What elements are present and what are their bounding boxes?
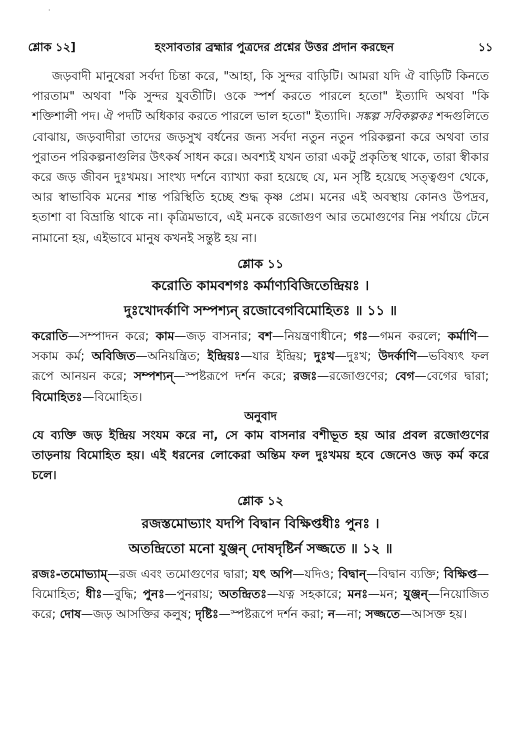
word-meaning-definition: —স্পষ্টরূপে দর্শন করা; — [218, 607, 328, 622]
word-meaning-term: বিমোহিতঃ — [32, 389, 83, 404]
verse-12-line-2: অতন্দ্রিতো মনো যুঞ্জন্ দোষদৃষ্টির্ন সজ্জতে ॥ ১২ ॥ — [128, 540, 393, 557]
word-meaning-definition: —নিয়োজিত করে; — [32, 586, 489, 622]
verse-11-line-2: দুঃখোদর্কাণি সম্পশ্যন্ রজোবেগবিমোহিতঃ ॥ ১১ ॥ — [124, 303, 397, 320]
word-meaning-entry — [195, 607, 328, 621]
word-meaning-term: দৃষ্টিঃ — [195, 607, 219, 622]
word-meaning-term: রজঃ — [293, 369, 318, 384]
word-meaning-entry — [156, 329, 259, 343]
word-meaning-term: ইন্দ্রিয়ঃ — [207, 349, 241, 364]
word-meaning-term: অতন্দ্রিতঃ — [218, 586, 267, 601]
word-meaning-entry — [354, 329, 448, 343]
word-meaning-definition: —না; — [335, 607, 366, 622]
purport-paragraph — [32, 66, 489, 248]
word-meaning-definition: —জড় আসক্তির কলুষ; — [80, 607, 196, 622]
header-title: হংসাবতার ব্রহ্মার পুত্রদের প্রশ্নের উত্তর প্রদান করছেন — [154, 39, 394, 54]
word-meaning-definition: —যদিও; — [292, 566, 339, 581]
word-meaning-definition: —অনিয়ন্ত্রিত; — [135, 349, 208, 364]
word-meaning-definition: —গমন করলে; — [367, 329, 448, 344]
word-meaning-term: বিদ্বান্ — [338, 566, 367, 581]
word-meaning-definition: —বেগের দ্বারা; — [414, 369, 489, 384]
word-meaning-term: বিক্ষিপ্ত — [443, 566, 478, 581]
word-meaning-entry — [86, 587, 143, 601]
word-meaning-definition: —রজোগুণের; — [317, 369, 396, 384]
word-meaning-definition: —যার ইন্দ্রিয়; — [240, 349, 315, 364]
header-verse-ref: শ্লোক ১২] — [28, 39, 76, 54]
word-meaning-term: অবিজিত — [91, 349, 136, 364]
word-meaning-entry — [143, 587, 219, 601]
word-meaning-entry — [32, 390, 142, 404]
word-meaning-term: ন — [327, 607, 336, 622]
word-meaning-term: উদর্কাণি — [378, 349, 417, 364]
scan-mark: · — [48, 6, 51, 15]
word-meaning-entry — [219, 587, 348, 601]
page-number: ১১ — [478, 39, 493, 54]
purport-text-2: শব্দগুলিতে বোঝায়, জড়বাদীরা তাদের জড়সুখ বর্ধনের জন্য সর্বদা নতুন নতুন পরিকল্পনা করে অথবা তার পুরাতন পরিকল্পনাগুলির উৎকর্ষ সাধন করে। অবশ্যই যখন তারা একটু প্রকৃতিস্থ থাকে, তারা স্বীকার করে জড় জীবন দুঃখময়। সাংখ্য দর্শনে ব্যাখ্যা করা হয়েছে যে, মন সৃষ্টি হয়েছে সত্ত্বগুণ থেকে, আর স্বাভাবিক মনের শান্ত পরিস্থিতি হচ্ছে শুদ্ধ কৃষ্ণ প্রেম। মনের এই অবস্থায় কোনও উপদ্রব, হতাশা বা বিভ্রান্তি থাকে না। কৃত্রিমভাবে, এই মনকে রজোগুণ আর তমোগুণের নিম্ন পর্যায়ে টেনে নামানো হয়, এইভাবে মানুষ কখনই সন্তুষ্ট হয় না। — [32, 109, 489, 245]
word-meaning-term: রজঃ-তমোভ্যাম্ — [32, 566, 108, 581]
word-meaning-entry — [207, 349, 314, 363]
word-meaning-entry — [328, 607, 366, 621]
word-meaning-entry — [338, 567, 444, 581]
verse-11-translation: যে ব্যক্তি জড় ইন্দ্রিয় সংযম করে না, সে কাম বাসনার বশীভূত হয় আর প্রবল রজোগুণের তাড়নায় বিমোহিত হয়। এই ধরনের লোকেরা অন্তিম ফল দুঃখময় হবে জেনেও জড় কর্ম করে চলে। — [32, 427, 489, 483]
word-meaning-term: দোষ — [59, 607, 81, 622]
word-meaning-definition: —সকাম কর্ম; — [32, 329, 489, 364]
word-meaning-term: বশ — [258, 329, 273, 344]
word-meaning-term: সম্পশ্যন্ — [133, 369, 174, 384]
purport-italic-term: সঙ্কল্প সবিকল্পকঃ — [355, 109, 433, 124]
word-meaning-definition: —সম্পাদন করে; — [67, 329, 156, 344]
page-content — [32, 66, 489, 624]
word-meaning-entry — [32, 329, 156, 343]
word-meaning-term: দুঃখ — [314, 349, 335, 364]
word-meaning-entry — [293, 369, 395, 383]
word-meaning-entry — [253, 567, 339, 581]
word-meaning-term: করোতি — [32, 329, 68, 344]
word-meaning-entry — [92, 349, 208, 363]
word-meaning-definition: —জড় বাসনার; — [174, 329, 259, 344]
word-meaning-term: সজ্জতে — [365, 607, 400, 622]
word-meaning-definition: —বিমোহিত। — [82, 389, 143, 404]
verse-12-line-1: রজস্তমোভ্যাং যদপি বিদ্বান বিক্ষিপ্তধীঃ পুনঃ । — [141, 515, 380, 532]
verse-11-line-1: করোতি কামবশগঃ কর্মাণ্যবিজিতেন্দ্রিয়ঃ । — [151, 278, 370, 295]
word-meaning-term: কাম — [155, 329, 175, 344]
word-meaning-definition: —পুনরায়; — [164, 586, 219, 601]
word-meaning-definition: —নিয়ন্ত্রণাধীনে; — [272, 329, 354, 344]
running-header — [28, 38, 493, 58]
word-meaning-term: মনঃ — [347, 586, 368, 601]
word-meaning-definition: —রজ এবং তমোগুণের দ্বারা; — [107, 566, 253, 581]
word-meaning-definition: —বুদ্ধি; — [102, 586, 143, 601]
word-meaning-definition: —মন; — [367, 586, 404, 601]
word-meaning-term: যুঞ্জন্ — [403, 586, 428, 601]
word-meaning-entry — [134, 369, 294, 383]
word-meaning-term: ধীঃ — [85, 586, 103, 601]
word-meaning-term: কর্মাণি — [447, 329, 477, 344]
verse-12-word-meanings — [32, 564, 489, 625]
translation-heading: অনুবাদ — [244, 408, 277, 423]
purport-text-1: জড়বাদী মানুষেরা সর্বদা চিন্তা করে, "আহা, কি সুন্দর বাড়িটি। আমরা যদি ঐ বাড়িটি কিনতে পারতাম" অথবা "কি সুন্দর যুবতীটি। ওকে স্পর্শ করতে পারলে হতো" ইত্যাদি অথবা "কি শক্তিশালী পদ। ঐ পদটি অধিকার করতে পারলে ভাল হতো" ইত্যাদি। — [32, 69, 489, 124]
word-meaning-term: বেগ — [395, 369, 415, 384]
word-meaning-entry — [395, 369, 489, 383]
word-meaning-definition: —ভবিষ্যৎ ফল রূপে আনয়ন করে; — [32, 349, 489, 384]
word-meaning-entry — [314, 349, 378, 363]
word-meaning-entry — [32, 567, 253, 581]
verse-11-heading: শ্লোক ১১ — [237, 255, 284, 271]
verse-12-heading: শ্লোক ১২ — [237, 493, 284, 509]
word-meaning-definition: —বিমোহিত; — [32, 566, 490, 601]
word-meaning-definition: —যত্ন সহকারে; — [266, 586, 348, 601]
word-meaning-term: যৎ অপি — [252, 566, 293, 581]
word-meaning-definition: —আসক্ত হয়। — [399, 607, 467, 622]
word-meaning-definition: —দুঃখ; — [334, 349, 379, 364]
word-meaning-entry — [258, 329, 353, 343]
verse-11-word-meanings — [32, 326, 489, 407]
word-meaning-definition: —স্পষ্টরূপে দর্শন করে; — [173, 369, 294, 384]
word-meaning-entry — [60, 607, 196, 621]
word-meaning-term: পুনঃ — [142, 586, 165, 601]
word-meaning-entry — [348, 587, 404, 601]
word-meaning-entry — [366, 607, 467, 621]
word-meaning-term: গঃ — [353, 329, 368, 344]
word-meaning-definition: —বিদ্বান ব্যক্তি; — [366, 566, 444, 581]
